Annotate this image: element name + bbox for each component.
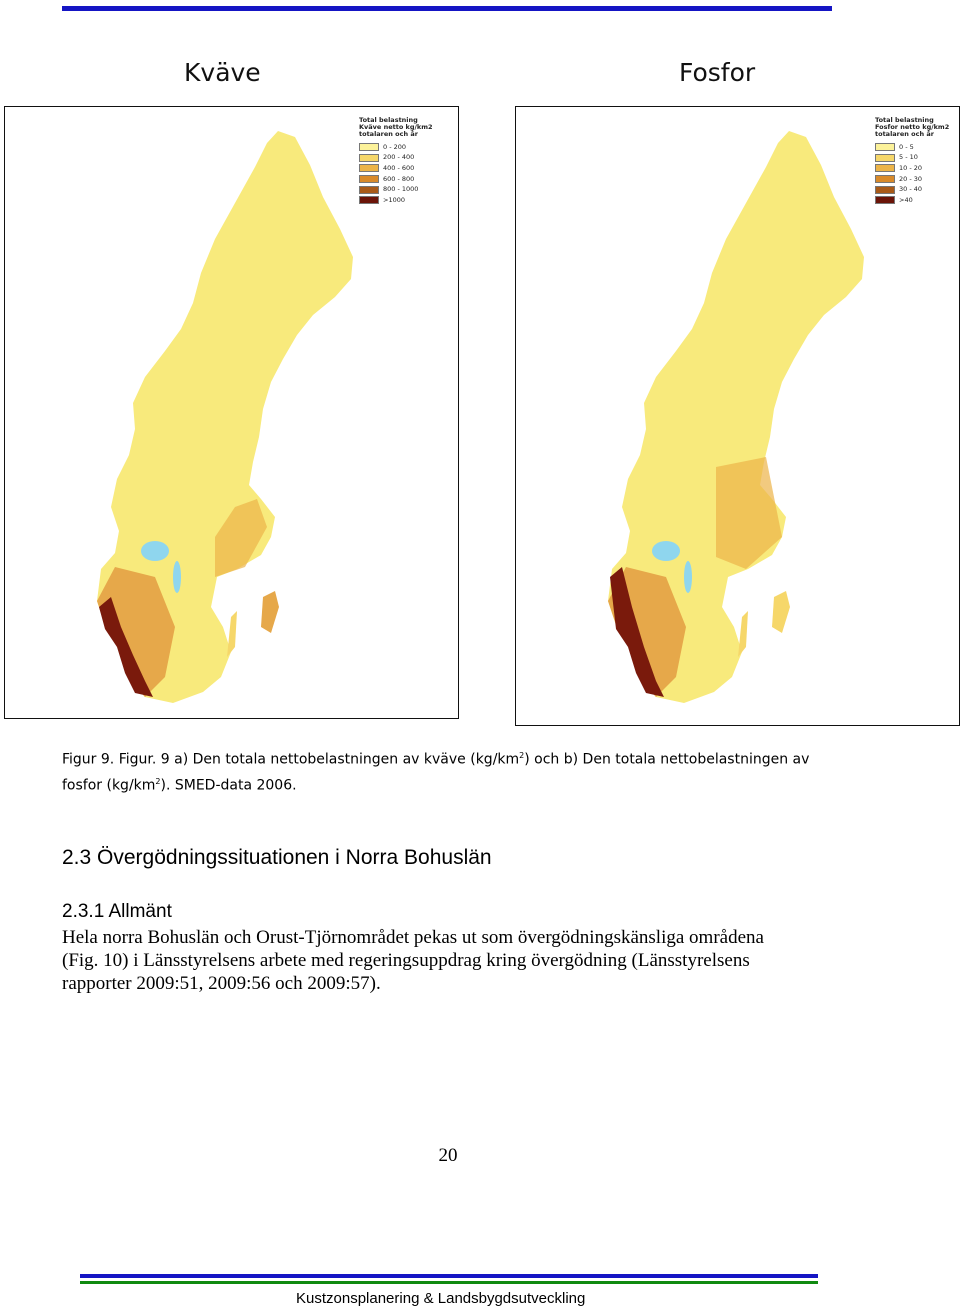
legend-kvave xyxy=(359,117,433,206)
legend-row: 30 - 40 xyxy=(875,184,949,195)
gotland-kvave xyxy=(261,591,279,633)
map-fosfor xyxy=(515,106,960,726)
page-number: 20 xyxy=(438,1145,458,1166)
legend-title-fosfor: Total belastning Fosfor netto kg/km2 totalaren och år xyxy=(875,116,950,138)
body-line: rapporter 2009:51, 2009:56 och 2009:57). xyxy=(62,973,381,994)
map-title-fosfor: Fosfor xyxy=(679,58,756,87)
lake-vanern-kvave xyxy=(141,541,169,561)
lake-vattern-kvave xyxy=(173,561,181,593)
legend-row: >40 xyxy=(875,195,949,206)
footer-rule-green xyxy=(80,1281,818,1284)
oland-kvave xyxy=(227,611,237,657)
legend-row: >1000 xyxy=(359,195,433,206)
footer-rule-blue xyxy=(80,1274,818,1278)
legend-row: 5 - 10 xyxy=(875,153,949,164)
map-kvave xyxy=(4,106,459,719)
header-rule xyxy=(62,6,832,11)
footer-text: Kustzonsplanering & Landsbygdsutveckling xyxy=(296,1290,586,1307)
legend-row: 0 - 5 xyxy=(875,142,949,153)
legend-row: 10 - 20 xyxy=(875,163,949,174)
legend-row: 200 - 400 xyxy=(359,153,433,164)
lake-vattern-fosfor xyxy=(684,561,692,593)
legend-row: 800 - 1000 xyxy=(359,184,433,195)
section-heading: 2.3 Övergödningssituationen i Norra Bohuslän xyxy=(62,846,492,869)
subsection-heading: 2.3.1 Allmänt xyxy=(62,901,172,922)
oland-fosfor xyxy=(738,611,748,657)
body-line: Hela norra Bohuslän och Orust-Tjörnområdet pekas ut som övergödningskänsliga områdena xyxy=(62,927,764,948)
legend-title-kvave: Total belastning Kväve netto kg/km2 totalaren och år xyxy=(359,116,433,138)
map-title-kvave: Kväve xyxy=(184,58,261,87)
figure-caption: Figur 9. Figur. 9 a) Den totala nettobelastningen av kväve $(kg/km^2)$ och b) Den totala nettobelastningen av fosfor $(kg/km^2)$. SMED-data 2006. xyxy=(62,751,810,794)
legend-row: 600 - 800 xyxy=(359,174,433,185)
legend-row: 0 - 200 xyxy=(359,142,433,153)
gotland-fosfor xyxy=(772,591,790,633)
lake-vanern-fosfor xyxy=(652,541,680,561)
legend-row: 400 - 600 xyxy=(359,163,433,174)
legend-row: 20 - 30 xyxy=(875,174,949,185)
body-line: (Fig. 10) i Länsstyrelsens arbete med regeringsuppdrag kring övergödning (Länsstyrelsens xyxy=(62,950,750,971)
legend-fosfor xyxy=(875,117,949,206)
body-paragraph xyxy=(62,926,862,995)
